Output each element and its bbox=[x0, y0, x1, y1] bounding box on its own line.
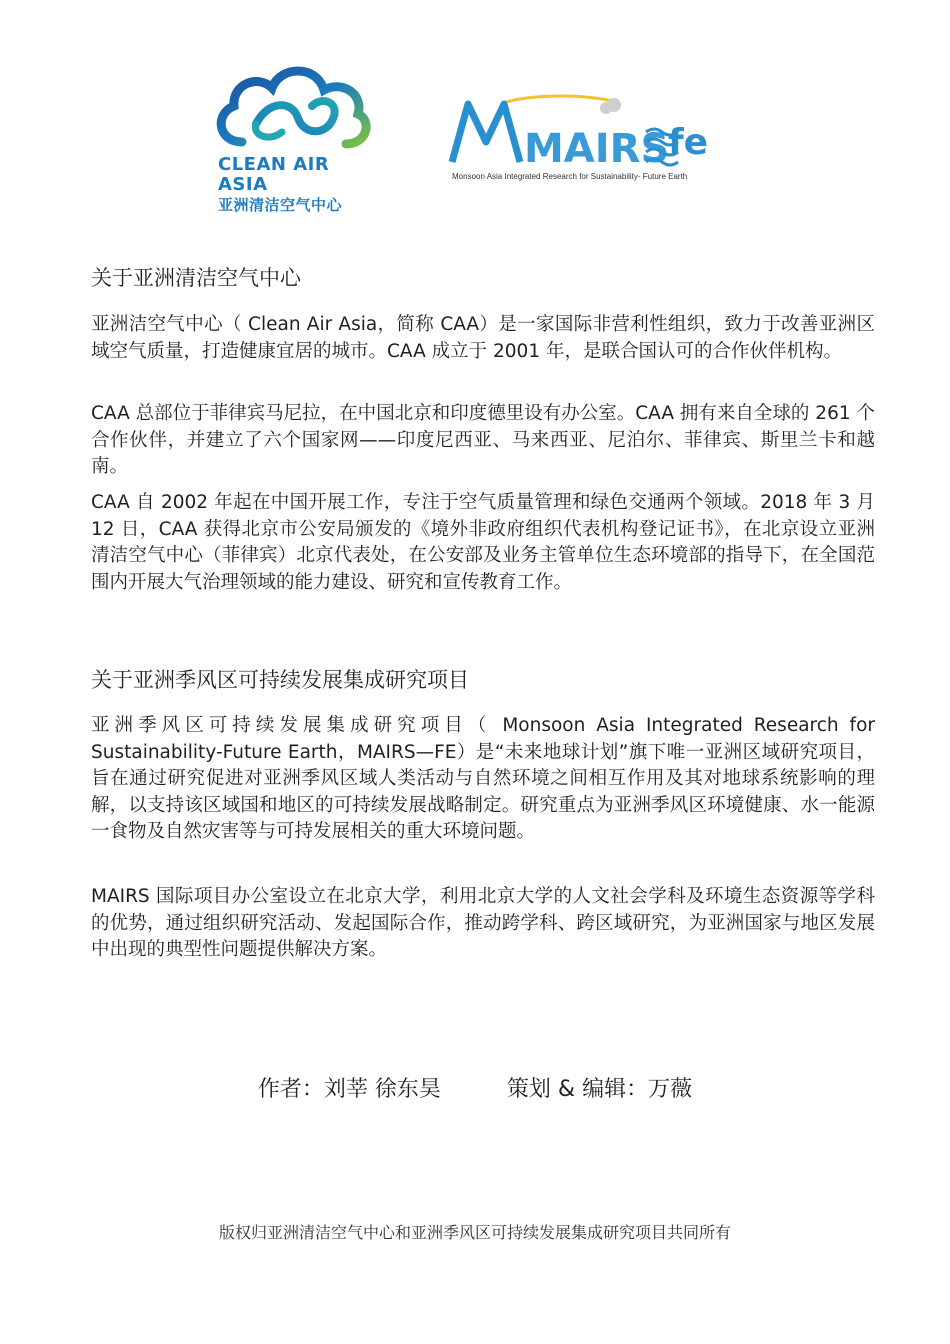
paragraph-mairs-intro: 亚洲季风区可持续发展集成研究项目（ Monsoon Asia Integrated Research for Sustainability-Future Earth，MAIRS—FE）是“未来地球计划”旗下唯一亚洲区域研究项目，旨在通过研究促进对亚洲季风区域人类活动与自然环境之间相互作用及其对地球系统影响的理解，以支持该区域国和地区的可持续发展战略制定。研究重点为亚洲季风区环境健康、水一能源一食物及自然灾害等与可持发展相关的重大环境问题。 bbox=[91, 715, 875, 842]
mairs-fe-logo bbox=[446, 92, 718, 187]
paragraph-mairs-office: MAIRS 国际项目办公室设立在北京大学，利用北京大学的人文社会学科及环境生态资源等学科的优势，通过组织研究活动、发起国际合作，推动跨学科、跨区域研究，为亚洲国家与地区发展中出现的典型性问题提供解决方案。 bbox=[91, 886, 875, 960]
section-heading-caa: 关于亚洲清洁空气中心 bbox=[91, 266, 301, 290]
mairs-wordmark-graphic bbox=[446, 92, 718, 170]
clean-air-asia-logo bbox=[212, 62, 372, 214]
cloud-infinity-icon bbox=[212, 62, 372, 154]
authors-credit: 作者：刘莘 徐东昊 bbox=[257, 1077, 441, 1102]
paragraph-caa-china: CAA 自 2002 年起在中国开展工作，专注于空气质量管理和绿色交通两个领域。2018 年 3 月 12 日，CAA 获得北京市公安局颁发的《境外非政府组织代表机构登记证书》，在北京设立亚洲清洁空气中心（菲律宾）北京代表处，在公安部及业务主管单位生态环境部的指导下，在全国范围内开展大气治理领域的能力建设、研究和宣传教育工作。 bbox=[91, 492, 875, 593]
paragraph-caa-intro: 亚洲洁空气中心（ Clean Air Asia，简称 CAA）是一家国际非营利性组织，致力于改善亚洲区域空气质量，打造健康宜居的城市。CAA 成立于 2001 年，是联合国认可的合作伙伴机构。 bbox=[91, 314, 875, 362]
paragraph-caa-offices: CAA 总部位于菲律宾马尼拉，在中国北京和印度德里设有办公室。CAA 拥有来自全球的 261 个合作伙伴，并建立了六个国家网——印度尼西亚、马来西亚、尼泊尔、菲律宾、斯里兰卡和越南。 bbox=[91, 403, 875, 477]
mairs-subtitle: Monsoon Asia Integrated Research for Sustainability- Future Earth bbox=[452, 172, 688, 181]
logo-text-clean-air: CLEAN AIR bbox=[218, 154, 330, 175]
copyright-footer: 版权归亚洲清洁空气中心和亚洲季风区可持续发展集成研究项目共同所有 bbox=[218, 1223, 731, 1242]
mairs-wordmark: MAIRS bbox=[524, 126, 670, 170]
fe-wordmark: fe bbox=[668, 122, 709, 163]
editor-credit: 策划 & 编辑：万薇 bbox=[506, 1077, 693, 1102]
logo-text-asia: ASIA bbox=[218, 174, 268, 195]
credits-line bbox=[0, 1072, 950, 1103]
section-heading-mairs: 关于亚洲季风区可持续发展集成研究项目 bbox=[91, 668, 469, 692]
logo-text-chinese: 亚洲清洁空气中心 bbox=[218, 196, 343, 214]
